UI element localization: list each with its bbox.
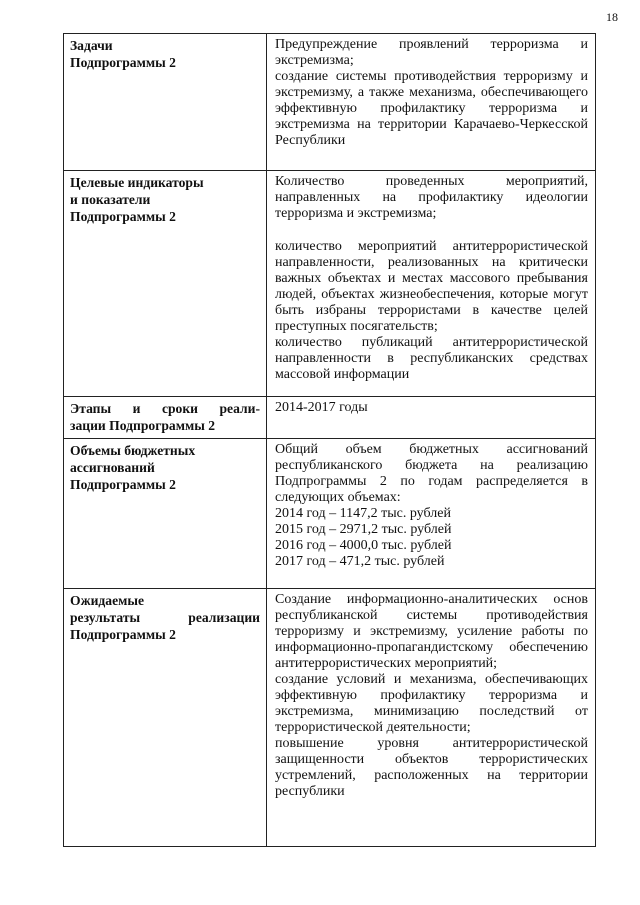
row-content (267, 34, 596, 171)
content-paragraph: 2014-2017 годы (275, 400, 368, 415)
subprogram-passport-table (63, 33, 596, 847)
label-line: Объемы бюджетных (70, 443, 196, 458)
content-paragraph: Количество проведенных мероприятий, направленных на профилактику идеологии терроризма и экстремизма; (275, 174, 588, 221)
label-line: ассигнований (70, 460, 155, 475)
row-label (64, 171, 267, 397)
row-label (64, 589, 267, 847)
content-paragraph: повышение уровня антитеррористической защищенности объектов террористических устремлений, расположенных на территории республики (275, 736, 588, 799)
row-label (64, 397, 267, 439)
content-paragraph: Предупреждение проявлений терроризма и экстремизма; (275, 37, 588, 68)
row-content (267, 439, 596, 589)
table-row (64, 34, 596, 171)
label-line: Задачи (70, 38, 113, 53)
label-line: результаты реализации (70, 610, 260, 625)
label-line: Целевые индикаторы (70, 175, 204, 190)
label-line: Ожидаемые (70, 593, 145, 608)
row-label (64, 34, 267, 171)
table-row (64, 171, 596, 397)
content-paragraph: Общий объем бюджетных ассигнований республиканского бюджета на реализацию Подпрограммы 2 по годам распределяется в следующих объемах: (275, 442, 588, 505)
content-paragraph: количество публикаций антитеррористической направленности в республиканских средствах массовой информации (275, 335, 588, 382)
page-number: 18 (606, 10, 618, 24)
label-line: Этапы и сроки реали- (70, 401, 260, 416)
row-content (267, 589, 596, 847)
row-content (267, 397, 596, 439)
label-line: Подпрограммы 2 (70, 209, 176, 224)
label-line: Подпрограммы 2 (70, 627, 176, 642)
row-content (267, 171, 596, 397)
budget-line: 2014 год – 1147,2 тыс. рублей (275, 506, 451, 521)
label-line: зации Подпрограммы 2 (70, 418, 216, 433)
content-paragraph: создание системы противодействия терроризму и экстремизму, а также механизма, обеспечивающего эффективную профилактику терроризма и экстремизма на территории Карачаево-Черкесской Республики (275, 69, 588, 148)
content-paragraph: Создание информационно-аналитических основ республиканской системы противодействия терроризму и экстремизму, усиление работы по информационно-пропагандистскому обеспечению антитеррористических мероприятий; (275, 592, 588, 671)
budget-line: 2015 год – 2971,2 тыс. рублей (275, 522, 452, 537)
content-paragraph: создание условий и механизма, обеспечивающих эффективную профилактику терроризма и экстремизма, минимизацию последствий от террористической деятельности; (275, 672, 588, 735)
budget-line: 2016 год – 4000,0 тыс. рублей (275, 538, 452, 553)
budget-line: 2017 год – 471,2 тыс. рублей (275, 554, 445, 569)
table-row (64, 397, 596, 439)
label-line: Подпрограммы 2 (70, 55, 176, 70)
label-line: Подпрограммы 2 (70, 477, 176, 492)
label-line: и показатели (70, 192, 151, 207)
table-row (64, 589, 596, 847)
row-label (64, 439, 267, 589)
table-row (64, 439, 596, 589)
content-paragraph: количество мероприятий антитеррористической направленности, реализованных на критически важных объектах и местах массового пребывания людей, объектах жизнеобеспечения, которые могут быть избраны террористами в качестве целей преступных посягательств; (275, 239, 588, 334)
